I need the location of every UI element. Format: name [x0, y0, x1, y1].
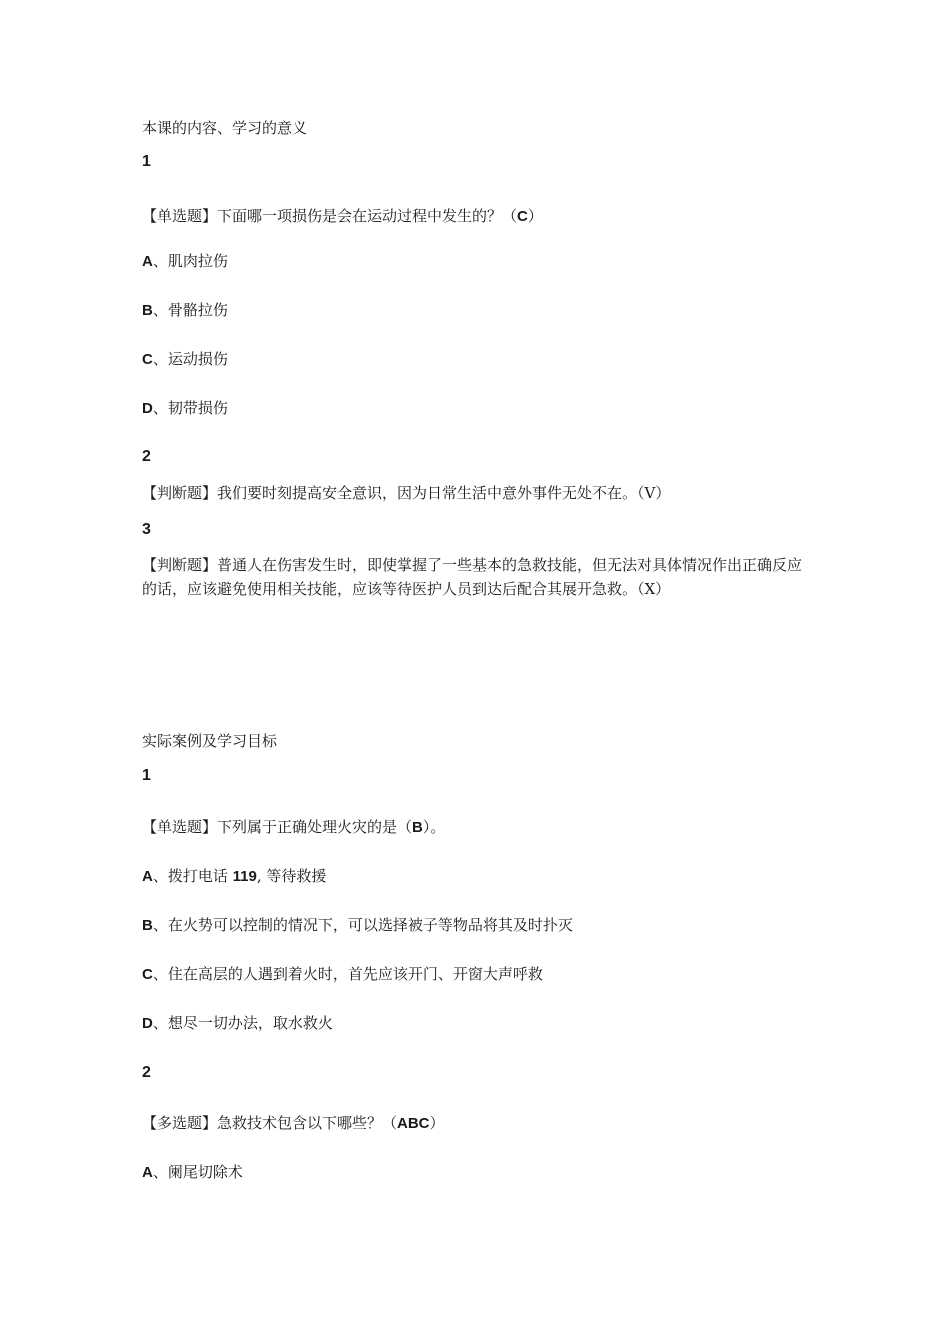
question-number: 2 — [142, 1064, 151, 1081]
option-b — [142, 915, 573, 936]
option-c — [142, 349, 228, 370]
option-d — [142, 1013, 333, 1034]
question-number: 2 — [142, 448, 151, 465]
option-a — [142, 1162, 243, 1183]
option-letter: C — [142, 966, 153, 983]
question-suffix: ） — [429, 1114, 445, 1132]
section-title: 本课的内容、学习的意义 — [142, 119, 308, 137]
option-letter: D — [142, 1015, 153, 1032]
question-prefix: 【单选题】下列属于正确处理火灾的是（ — [142, 818, 413, 836]
option-text: 、韧带损伤 — [152, 399, 228, 417]
question-prefix: 【多选题】急救技术包含以下哪些？（ — [142, 1114, 398, 1132]
question-answer: B — [412, 819, 423, 836]
question-number: 1 — [142, 767, 151, 784]
question-number: 1 — [142, 153, 151, 170]
option-text: 、住在高层的人遇到着火时，首先应该开门、开窗大声呼救 — [152, 965, 543, 983]
option-text: 、肌肉拉伤 — [152, 252, 228, 270]
option-letter: D — [142, 400, 153, 417]
question-text — [142, 1113, 445, 1134]
option-a — [142, 251, 228, 272]
option-letter: A — [142, 868, 153, 885]
question-text — [142, 817, 445, 838]
option-c — [142, 964, 543, 985]
option-b — [142, 300, 228, 321]
question-number: 3 — [142, 521, 151, 538]
question-answer: C — [517, 208, 528, 225]
option-text: 、阑尾切除术 — [152, 1163, 243, 1181]
option-letter: A — [142, 1164, 153, 1181]
option-text: , 等待救援 — [256, 867, 327, 885]
option-text: 、骨骼拉伤 — [152, 301, 228, 319]
option-letter: B — [142, 917, 153, 934]
option-text: 、在火势可以控制的情况下，可以选择被子等物品将其及时扑灭 — [152, 916, 573, 934]
question-prefix: 【单选题】下面哪一项损伤是会在运动过程中发生的？（ — [142, 207, 518, 225]
question-answer: ABC — [397, 1115, 430, 1132]
option-text: 、想尽一切办法，取水救火 — [152, 1014, 333, 1032]
question-text — [142, 206, 543, 227]
question-suffix: ） — [527, 207, 543, 225]
option-d — [142, 398, 228, 419]
option-text: 、运动损伤 — [152, 350, 228, 368]
question-text: 【判断题】我们要时刻提高安全意识，因为日常生活中意外事件无处不在。（V） — [142, 484, 671, 502]
question-suffix: ）。 — [422, 818, 446, 836]
section-title: 实际案例及学习目标 — [142, 732, 278, 750]
phone-number: 119 — [232, 868, 257, 885]
option-text: 、拨打电话 — [152, 867, 233, 885]
question-text: 【判断题】普通人在伤害发生时，即使掌握了一些基本的急救技能，但无法对具体情况作出正确反应的话，应该避免使用相关技能，应该等待医护人员到达后配合其展开急救。（X） — [142, 556, 803, 598]
option-letter: C — [142, 351, 153, 368]
option-letter: B — [142, 302, 153, 319]
option-letter: A — [142, 253, 153, 270]
option-a — [142, 866, 326, 887]
